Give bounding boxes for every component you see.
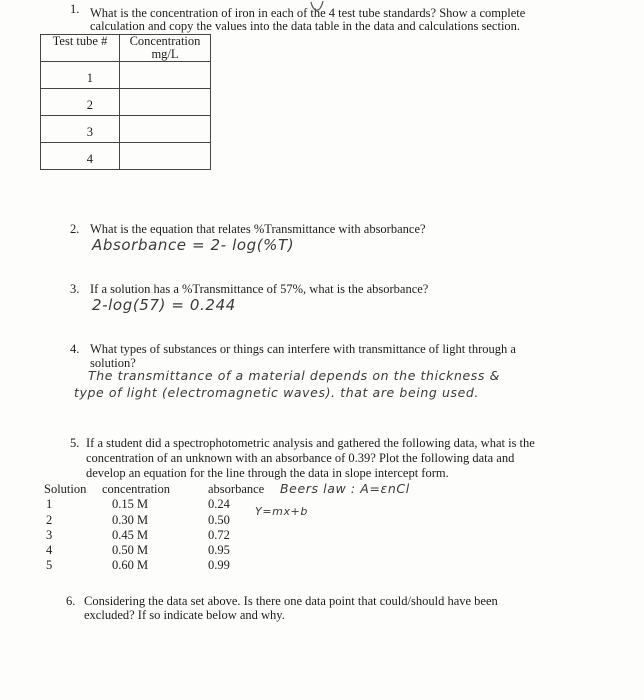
pen-mark-icon bbox=[308, 0, 328, 18]
header-solution: Solution bbox=[44, 482, 87, 496]
test-tube-cell: 2 bbox=[41, 89, 120, 116]
q6-number: 6. bbox=[66, 594, 76, 608]
q4-answer-line2: type of light (electromagnetic waves). that are being used. bbox=[74, 385, 479, 400]
q4-number: 4. bbox=[70, 342, 80, 356]
q1-number: 1. bbox=[70, 2, 80, 16]
test-tube-cell: 1 bbox=[41, 62, 120, 89]
concentration-table bbox=[40, 34, 211, 170]
table-row bbox=[41, 143, 211, 170]
q3-number: 3. bbox=[70, 282, 80, 296]
table-row bbox=[41, 89, 211, 116]
q5-note-slope-intercept: Y=mx+b bbox=[255, 505, 308, 518]
q5-note-beers-law: Beers law : A=εnCl bbox=[280, 481, 410, 496]
concentration-cell bbox=[120, 116, 211, 143]
q6-text-line2: excluded? If so indicate below and why. bbox=[84, 608, 285, 622]
q1-text-line2: calculation and copy the values into the data table in the data and calculations section. bbox=[90, 19, 521, 33]
q6-text-line1: Considering the data set above. Is there one data point that could/should have been bbox=[84, 594, 498, 608]
q2-number: 2. bbox=[70, 222, 80, 236]
concentration-cell bbox=[120, 62, 211, 89]
q3-text: If a solution has a %Transmittance of 57%, what is the absorbance? bbox=[90, 282, 429, 296]
concentration-cell bbox=[120, 89, 211, 116]
table-header-test-tube: Test tube # bbox=[41, 35, 120, 62]
q2-answer: Absorbance = 2- log(%T) bbox=[92, 236, 295, 254]
q4-text-line1: What types of substances or things can interfere with transmittance of light through a bbox=[90, 342, 516, 356]
table-row bbox=[41, 116, 211, 143]
q5-text-line2: concentration of an unknown with an absorbance of 0.39? Plot the following data and bbox=[86, 451, 515, 465]
q4-text-line2: solution? bbox=[90, 356, 136, 370]
test-tube-cell: 4 bbox=[41, 143, 120, 170]
table-header-concentration: Concentration mg/L bbox=[120, 35, 211, 62]
q5-text-line3: develop an equation for the line through the data in slope intercept form. bbox=[86, 466, 449, 480]
table-row bbox=[41, 62, 211, 89]
test-tube-cell: 3 bbox=[41, 116, 120, 143]
header-absorbance: absorbance bbox=[208, 482, 265, 496]
q3-answer: 2-log(57) = 0.244 bbox=[92, 296, 236, 314]
header-concentration: concentration bbox=[102, 482, 171, 496]
q2-text: What is the equation that relates %Transmittance with absorbance? bbox=[90, 222, 426, 236]
q4-answer-line1: The transmittance of a material depends on the thickness & bbox=[88, 368, 500, 383]
q5-number: 5. bbox=[70, 436, 80, 450]
q1-text-line1: What is the concentration of iron in each of the 4 test tube standards? Show a complete bbox=[90, 6, 526, 20]
concentration-cell bbox=[120, 143, 211, 170]
q5-text-line1: If a student did a spectrophotometric analysis and gathered the following data, what is the bbox=[86, 436, 535, 450]
